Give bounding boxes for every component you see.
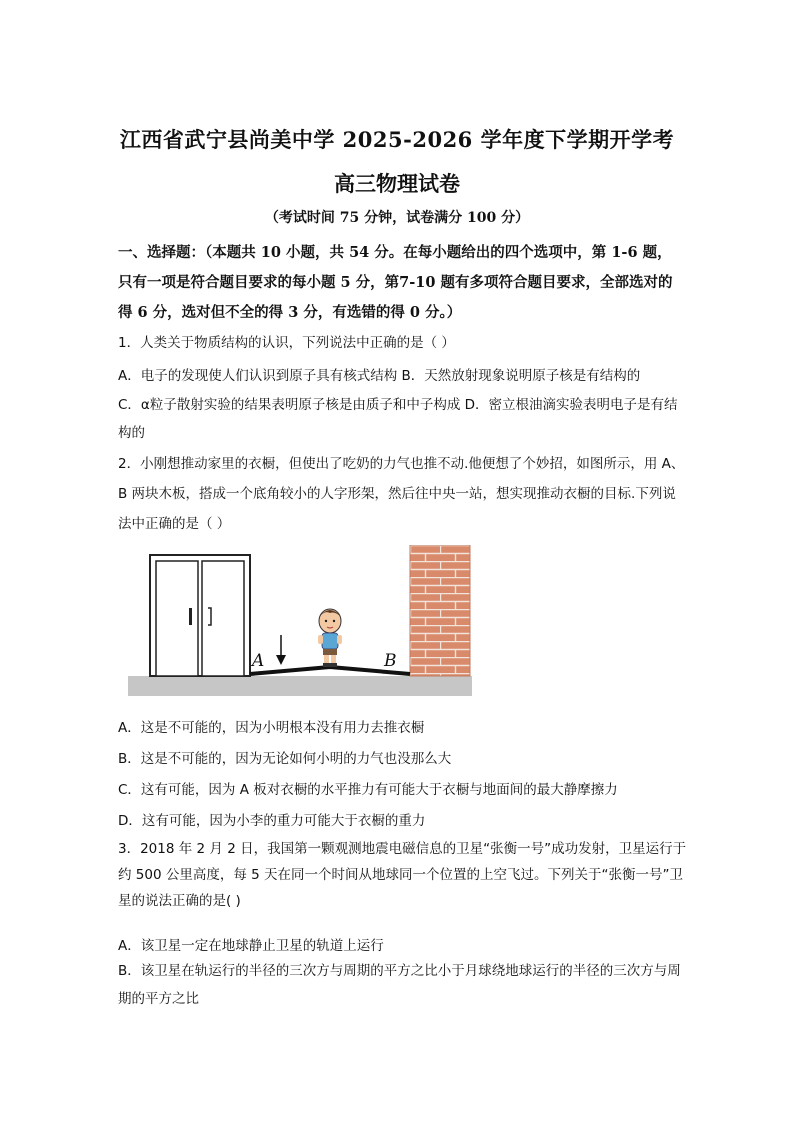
exam-title: 江西省武宁县尚美中学 2025-2026 学年度下学期开学考 xyxy=(119,127,675,152)
question-2-option-b: B．这是不可能的，因为无论如何小明的力气也没那么大 xyxy=(118,751,452,767)
wardrobe-figure xyxy=(128,545,472,697)
question-3-option-a: A．该卫星一定在地球静止卫星的轨道上运行 xyxy=(118,938,384,954)
floor xyxy=(128,676,472,696)
question-1-stem: 1．人类关于物质结构的认识，下列说法中正确的是（ ） xyxy=(118,335,455,351)
question-2-option-d: D．这有可能，因为小李的重力可能大于衣橱的重力 xyxy=(118,813,426,829)
section-heading: 一、选择题：（本题共 10 小题，共 54 分。在每小题给出的四个选项中，第 1-6 题，只有一项是符合题目要求的每小题 5 分，第7-10 题有多项符合题目要求，全部选对的得 6 分，选对但不全的得 3 分，有选错的得 0 分。） xyxy=(118,244,673,321)
question-3-option-b: B．该卫星在轨运行的半径的三次方与周期的平方之比小于月球绕地球运行的半径的三次方与周期的平方之比 xyxy=(118,963,681,1007)
exam-subtitle: 高三物理试卷 xyxy=(334,171,460,196)
exam-info: （考试时间 75 分钟，试卷满分 100 分） xyxy=(264,210,530,226)
question-2-stem: 2．小刚想推动家里的衣橱，但使出了吃奶的力气也推不动.他便想了个妙招，如图所示，用 A、B 两块木板，搭成一个底角较小的人字形架，然后往中央一站，想实现推动衣橱的目标.下列说法中正确的是（ ） xyxy=(118,456,685,532)
force-arrow xyxy=(276,635,286,665)
boy-figure xyxy=(318,609,342,667)
question-2-option-a: A．这是不可能的，因为小明根本没有用力去推衣橱 xyxy=(118,720,425,736)
question-1-options-ab: A．电子的发现使人们认识到原子具有核式结构 B．天然放射现象说明原子核是有结构的 xyxy=(118,368,641,384)
wardrobe xyxy=(150,555,250,676)
question-3-stem: 3．2018 年 2 月 2 日，我国第一颗观测地震电磁信息的卫星“张衡一号”成功发射，卫星运行于约 500 公里高度，每 5 天在同一个时间从地球同一个位置的上空飞过。下列关于“张衡一号”卫星的说法正确的是( ) xyxy=(118,841,687,909)
board-a-label: A xyxy=(252,651,265,671)
question-1-options-cd: C．α粒子散射实验的结果表明原子核是由质子和中子构成 D．密立根油滴实验表明电子是有结构的 xyxy=(118,397,678,441)
board-b-label: B xyxy=(384,651,397,671)
question-2-option-c: C．这有可能，因为 A 板对衣橱的水平推力有可能大于衣橱与地面间的最大静摩擦力 xyxy=(118,782,618,798)
brick-wall xyxy=(410,545,470,676)
